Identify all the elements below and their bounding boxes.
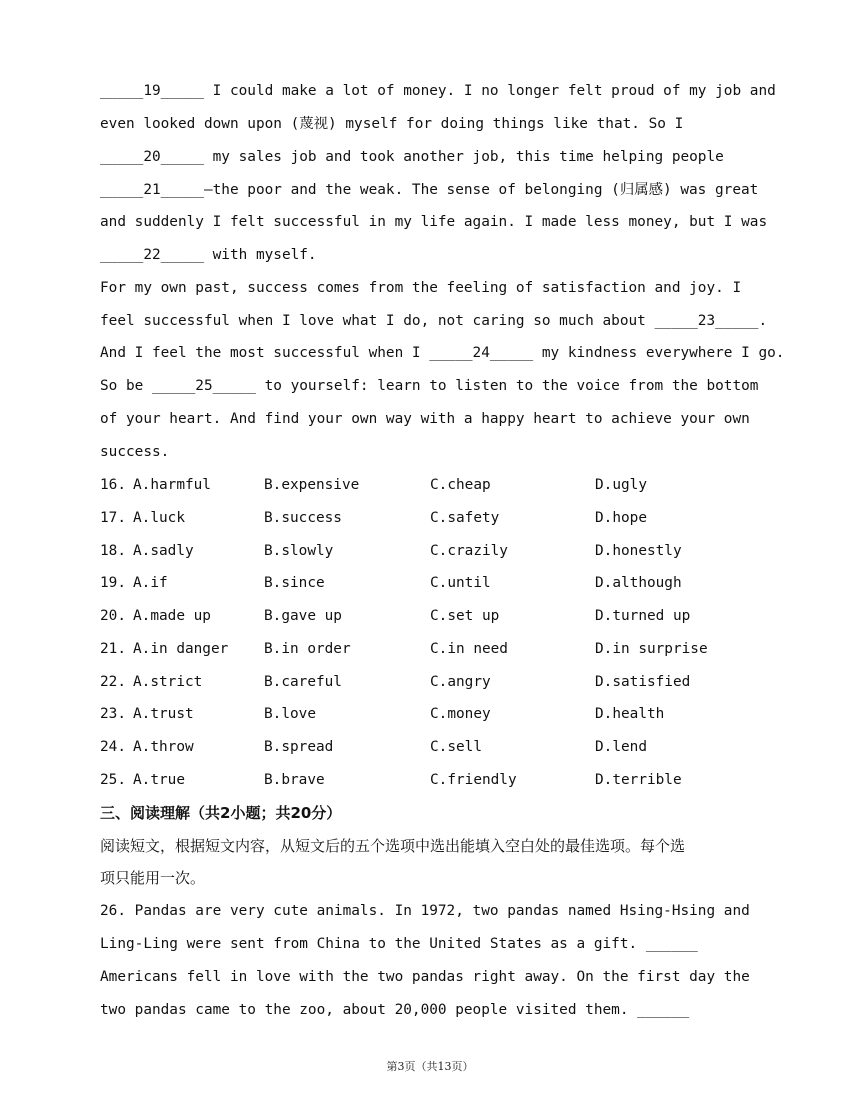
- option-c: C.angry: [430, 674, 491, 690]
- option-c: C.set up: [430, 608, 500, 624]
- question-row: [100, 541, 780, 561]
- passage-line: _____21_____—the poor and the weak. The sense of belonging (归属感) was great: [100, 182, 759, 198]
- passage-line: _____20_____ my sales job and took another job, this time helping people: [100, 149, 724, 165]
- option-b: B.brave: [264, 772, 325, 788]
- option-d: D.satisfied: [595, 674, 691, 690]
- question-number: 19.: [100, 575, 126, 591]
- passage-line: success.: [100, 444, 170, 460]
- reading-line: 26. Pandas are very cute animals. In 1972, two pandas named Hsing-Hsing and: [100, 903, 750, 919]
- option-d: D.turned up: [595, 608, 691, 624]
- option-d: D.honestly: [595, 543, 682, 559]
- passage-line: For my own past, success comes from the feeling of satisfaction and joy. I: [100, 280, 742, 296]
- option-b: B.slowly: [264, 543, 334, 559]
- option-c: C.cheap: [430, 477, 491, 493]
- page-footer: 第3页（共13页）: [386, 1060, 474, 1073]
- reading-line: Ling-Ling were sent from China to the United States as a gift. ______: [100, 936, 698, 952]
- section-instructions: 阅读短文，根据短文内容，从短文后的五个选项中选出能填入空白处的最佳选项。每个选: [100, 837, 686, 855]
- option-a: A.throw: [133, 739, 194, 755]
- option-b: B.love: [264, 706, 316, 722]
- question-row: [100, 475, 780, 495]
- question-row: [100, 508, 780, 528]
- question-number: 21.: [100, 641, 126, 657]
- question-row: [100, 573, 780, 593]
- option-b: B.expensive: [264, 477, 360, 493]
- question-number: 24.: [100, 739, 126, 755]
- question-number: 25.: [100, 772, 126, 788]
- section-instructions: 项只能用一次。: [100, 869, 206, 887]
- option-d: D.health: [595, 706, 665, 722]
- passage-line: feel successful when I love what I do, not caring so much about _____23_____.: [100, 313, 768, 329]
- section-title: 三、阅读理解（共2小题；共20分）: [100, 804, 342, 822]
- option-a: A.if: [133, 575, 168, 591]
- option-b: B.spread: [264, 739, 334, 755]
- question-number: 16.: [100, 477, 126, 493]
- question-row: [100, 672, 780, 692]
- option-b: B.since: [264, 575, 325, 591]
- option-d: D.lend: [595, 739, 647, 755]
- passage-line: of your heart. And find your own way with a happy heart to achieve your own: [100, 411, 750, 427]
- question-number: 17.: [100, 510, 126, 526]
- question-number: 23.: [100, 706, 126, 722]
- question-number: 20.: [100, 608, 126, 624]
- option-a: A.sadly: [133, 543, 194, 559]
- passage-line: So be _____25_____ to yourself: learn to listen to the voice from the bottom: [100, 378, 759, 394]
- option-a: A.in danger: [133, 641, 229, 657]
- question-row: [100, 737, 780, 757]
- option-d: D.in surprise: [595, 641, 708, 657]
- option-b: B.gave up: [264, 608, 342, 624]
- option-c: C.friendly: [430, 772, 517, 788]
- option-c: C.in need: [430, 641, 508, 657]
- passage-line: and suddenly I felt successful in my life again. I made less money, but I was: [100, 214, 768, 230]
- question-row: [100, 606, 780, 626]
- reading-line: Americans fell in love with the two pandas right away. On the first day the: [100, 969, 750, 985]
- option-d: D.hope: [595, 510, 647, 526]
- option-b: B.in order: [264, 641, 351, 657]
- option-c: C.sell: [430, 739, 482, 755]
- question-number: 18.: [100, 543, 126, 559]
- option-a: A.made up: [133, 608, 211, 624]
- option-b: B.success: [264, 510, 342, 526]
- option-b: B.careful: [264, 674, 342, 690]
- option-d: D.ugly: [595, 477, 647, 493]
- option-d: D.terrible: [595, 772, 682, 788]
- passage-line: _____22_____ with myself.: [100, 247, 317, 263]
- option-a: A.trust: [133, 706, 194, 722]
- question-number: 22.: [100, 674, 126, 690]
- question-row: [100, 704, 780, 724]
- passage-line: even looked down upon (蔑视) myself for doing things like that. So I: [100, 116, 684, 132]
- option-c: C.safety: [430, 510, 500, 526]
- passage-line: And I feel the most successful when I _____24_____ my kindness everywhere I go.: [100, 345, 785, 361]
- option-c: C.money: [430, 706, 491, 722]
- option-c: C.until: [430, 575, 491, 591]
- option-a: A.true: [133, 772, 185, 788]
- option-a: A.strict: [133, 674, 203, 690]
- passage-line: _____19_____ I could make a lot of money. I no longer felt proud of my job and: [100, 83, 776, 99]
- question-row: [100, 639, 780, 659]
- reading-line: two pandas came to the zoo, about 20,000 people visited them. ______: [100, 1002, 690, 1018]
- option-a: A.harmful: [133, 477, 211, 493]
- option-c: C.crazily: [430, 543, 508, 559]
- question-row: [100, 770, 780, 790]
- option-d: D.although: [595, 575, 682, 591]
- option-a: A.luck: [133, 510, 185, 526]
